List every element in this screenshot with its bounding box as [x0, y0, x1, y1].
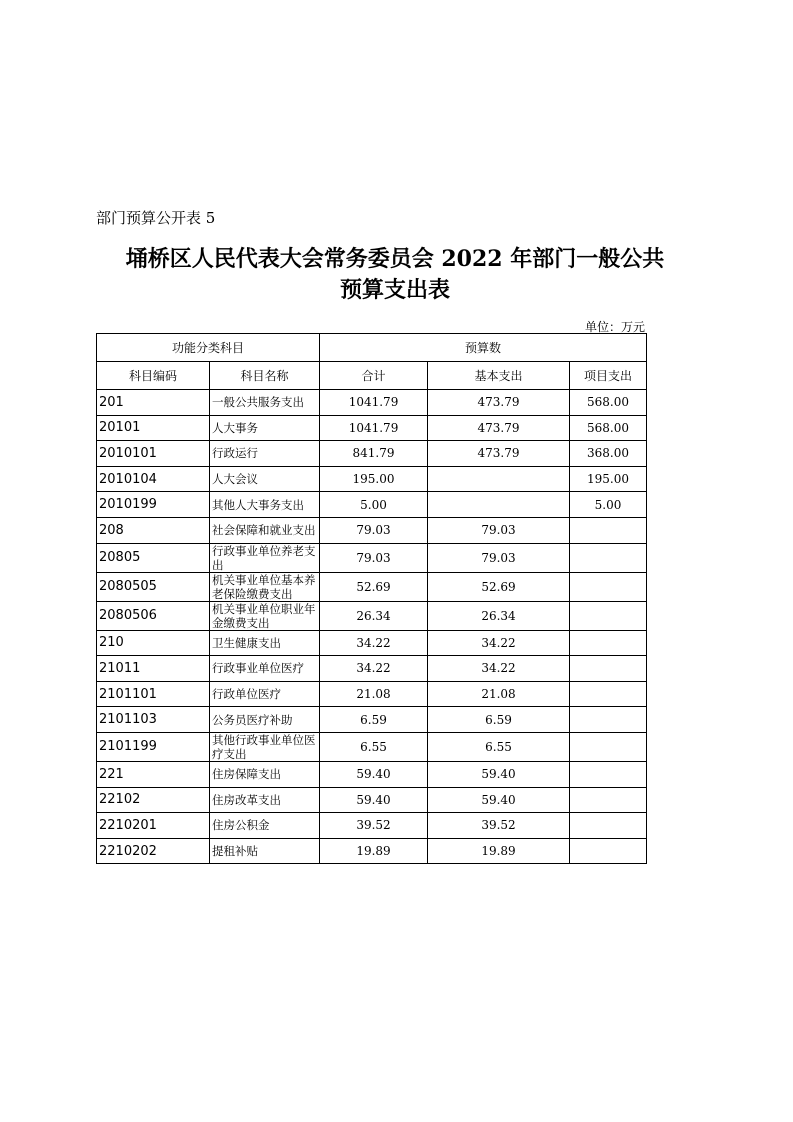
code-cell: 2210202 [97, 838, 210, 864]
basic-cell: 6.55 [428, 732, 570, 761]
code-cell: 2010101 [97, 441, 210, 467]
code-cell: 210 [97, 630, 210, 656]
name-cell: 社会保障和就业支出 [210, 517, 320, 543]
code-cell: 2101103 [97, 707, 210, 733]
basic-cell: 79.03 [428, 543, 570, 572]
basic-cell: 39.52 [428, 813, 570, 839]
header-subject-name: 科目名称 [210, 362, 320, 390]
table-row [97, 601, 647, 630]
header-row-columns [97, 362, 647, 390]
table-row [97, 707, 647, 733]
name-cell: 行政单位医疗 [210, 681, 320, 707]
project-cell: 568.00 [570, 415, 647, 441]
budget-table [96, 333, 647, 864]
project-cell [570, 630, 647, 656]
project-cell [570, 517, 647, 543]
document-label: 部门预算公开表 5 [96, 209, 216, 227]
name-cell: 卫生健康支出 [210, 630, 320, 656]
code-cell: 201 [97, 390, 210, 416]
total-cell: 1041.79 [320, 390, 428, 416]
name-cell: 公务员医疗补助 [210, 707, 320, 733]
total-cell: 79.03 [320, 517, 428, 543]
name-cell: 行政事业单位养老支出 [210, 543, 320, 572]
basic-cell: 52.69 [428, 572, 570, 601]
code-cell: 2010199 [97, 492, 210, 518]
project-cell [570, 787, 647, 813]
project-cell [570, 681, 647, 707]
basic-cell: 26.34 [428, 601, 570, 630]
name-cell: 人大会议 [210, 466, 320, 492]
table-row [97, 492, 647, 518]
basic-cell: 473.79 [428, 390, 570, 416]
total-cell: 841.79 [320, 441, 428, 467]
total-cell: 59.40 [320, 787, 428, 813]
total-cell: 195.00 [320, 466, 428, 492]
project-cell [570, 601, 647, 630]
header-budget-amount: 预算数 [320, 334, 647, 362]
code-cell: 21011 [97, 656, 210, 682]
total-cell: 1041.79 [320, 415, 428, 441]
project-cell: 368.00 [570, 441, 647, 467]
basic-cell: 34.22 [428, 656, 570, 682]
name-cell: 一般公共服务支出 [210, 390, 320, 416]
basic-cell: 473.79 [428, 441, 570, 467]
basic-cell [428, 466, 570, 492]
name-cell: 行政事业单位医疗 [210, 656, 320, 682]
basic-cell: 473.79 [428, 415, 570, 441]
table-row [97, 787, 647, 813]
basic-cell: 6.59 [428, 707, 570, 733]
total-cell: 39.52 [320, 813, 428, 839]
total-cell: 5.00 [320, 492, 428, 518]
table-row [97, 838, 647, 864]
table-row [97, 441, 647, 467]
page-title-line2: 预算支出表 [339, 277, 450, 303]
header-project-expenditure: 项目支出 [570, 362, 647, 390]
project-cell [570, 838, 647, 864]
project-cell [570, 572, 647, 601]
basic-cell [428, 492, 570, 518]
project-cell: 5.00 [570, 492, 647, 518]
table-row [97, 813, 647, 839]
code-cell: 2101199 [97, 732, 210, 761]
project-cell [570, 656, 647, 682]
table-row [97, 415, 647, 441]
header-total: 合计 [320, 362, 428, 390]
header-functional-classification: 功能分类科目 [97, 334, 320, 362]
total-cell: 21.08 [320, 681, 428, 707]
name-cell: 其他人大事务支出 [210, 492, 320, 518]
project-cell [570, 543, 647, 572]
code-cell: 2080505 [97, 572, 210, 601]
header-subject-code: 科目编码 [97, 362, 210, 390]
basic-cell: 59.40 [428, 787, 570, 813]
code-cell: 2080506 [97, 601, 210, 630]
total-cell: 6.59 [320, 707, 428, 733]
name-cell: 机关事业单位职业年金缴费支出 [210, 601, 320, 630]
total-cell: 6.55 [320, 732, 428, 761]
table-row [97, 517, 647, 543]
table-row [97, 681, 647, 707]
name-cell: 住房改革支出 [210, 787, 320, 813]
project-cell: 195.00 [570, 466, 647, 492]
name-cell: 其他行政事业单位医疗支出 [210, 732, 320, 761]
name-cell: 住房保障支出 [210, 761, 320, 787]
table-row [97, 572, 647, 601]
table-row [97, 761, 647, 787]
code-cell: 2210201 [97, 813, 210, 839]
name-cell: 人大事务 [210, 415, 320, 441]
basic-cell: 21.08 [428, 681, 570, 707]
total-cell: 59.40 [320, 761, 428, 787]
total-cell: 19.89 [320, 838, 428, 864]
code-cell: 22102 [97, 787, 210, 813]
name-cell: 机关事业单位基本养老保险缴费支出 [210, 572, 320, 601]
basic-cell: 59.40 [428, 761, 570, 787]
total-cell: 34.22 [320, 656, 428, 682]
project-cell [570, 761, 647, 787]
code-cell: 20101 [97, 415, 210, 441]
name-cell: 提租补贴 [210, 838, 320, 864]
name-cell: 行政运行 [210, 441, 320, 467]
page-title: 埇桥区人民代表大会常务委员会 2022 年部门一般公共 [125, 246, 665, 272]
basic-cell: 34.22 [428, 630, 570, 656]
name-cell: 住房公积金 [210, 813, 320, 839]
table-row [97, 630, 647, 656]
total-cell: 26.34 [320, 601, 428, 630]
code-cell: 221 [97, 761, 210, 787]
total-cell: 52.69 [320, 572, 428, 601]
basic-cell: 19.89 [428, 838, 570, 864]
header-row-group [97, 334, 647, 362]
project-cell [570, 813, 647, 839]
code-cell: 2010104 [97, 466, 210, 492]
unit-label: 单位：万元 [584, 320, 645, 334]
table-row [97, 390, 647, 416]
code-cell: 20805 [97, 543, 210, 572]
code-cell: 208 [97, 517, 210, 543]
table-row [97, 732, 647, 761]
basic-cell: 79.03 [428, 517, 570, 543]
total-cell: 79.03 [320, 543, 428, 572]
project-cell [570, 732, 647, 761]
table-row [97, 466, 647, 492]
total-cell: 34.22 [320, 630, 428, 656]
project-cell: 568.00 [570, 390, 647, 416]
header-basic-expenditure: 基本支出 [428, 362, 570, 390]
table-row [97, 543, 647, 572]
project-cell [570, 707, 647, 733]
table-row [97, 656, 647, 682]
code-cell: 2101101 [97, 681, 210, 707]
